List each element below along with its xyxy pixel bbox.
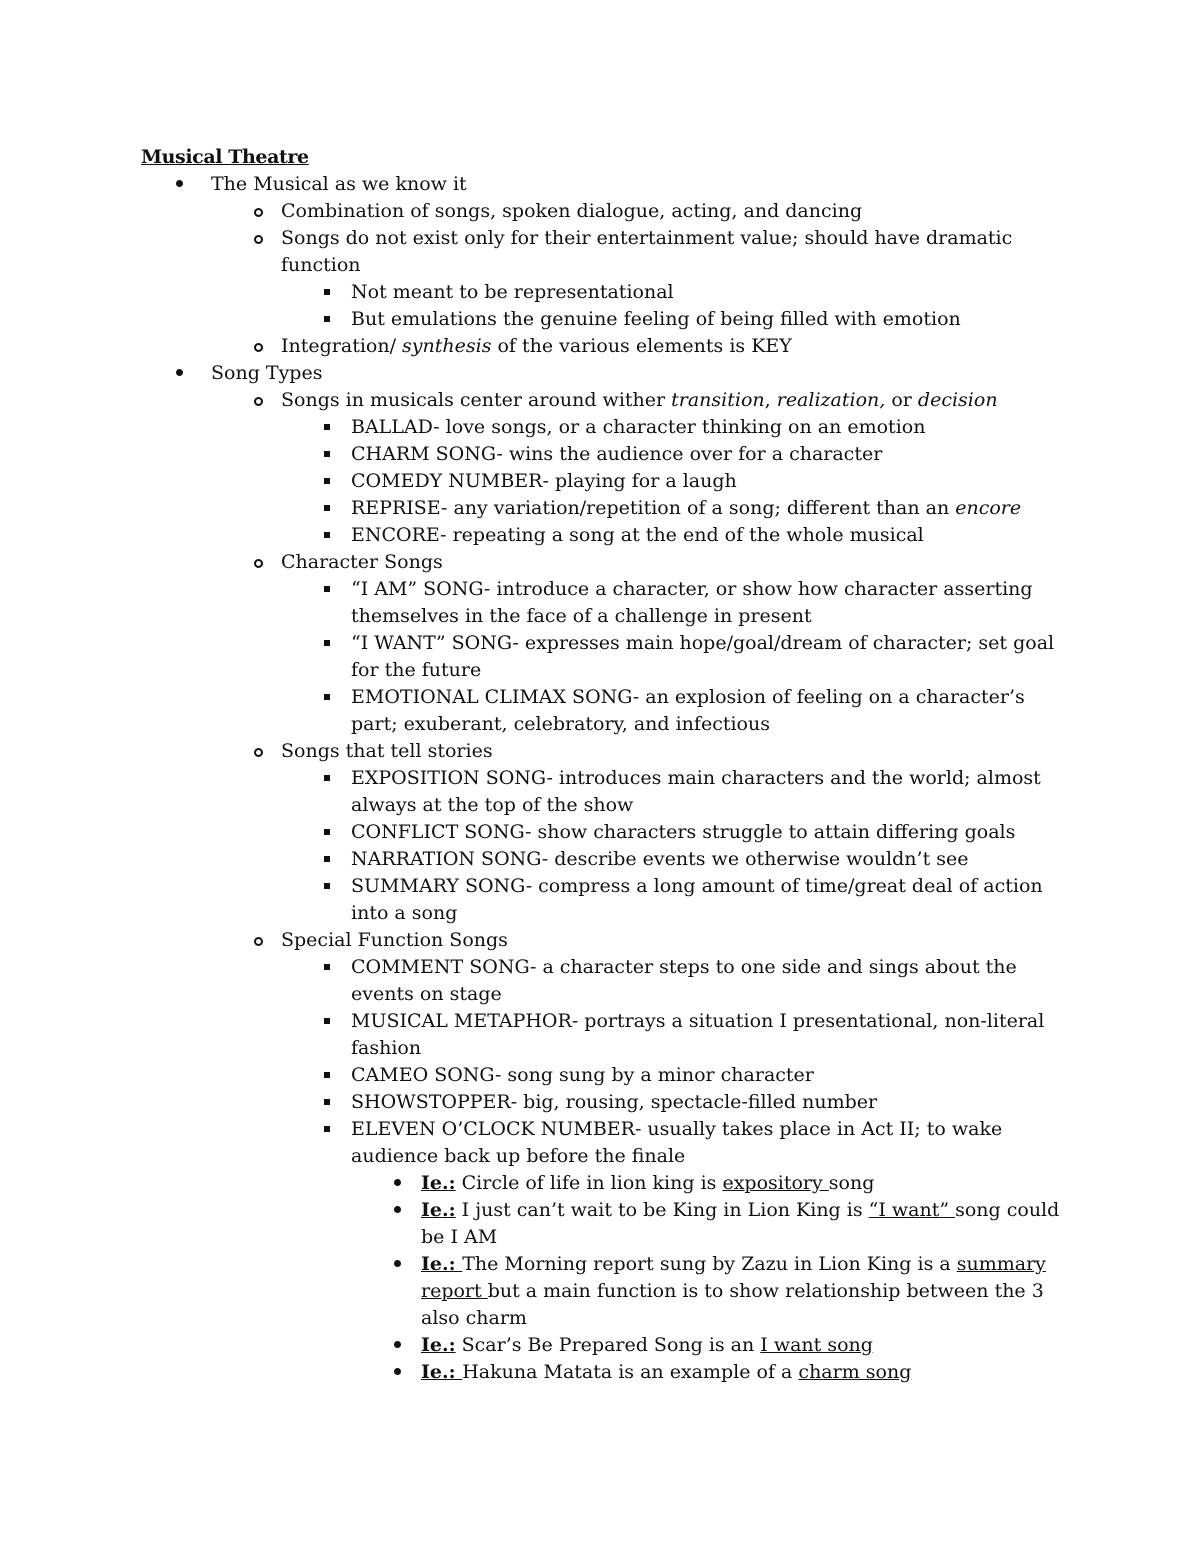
bullet-square-icon [319,873,349,900]
text-run: Hakuna Matata is an example of a [462,1361,799,1383]
notes-body [141,144,1071,1386]
bullet-square-icon [319,522,349,549]
bullet-square-icon [319,495,349,522]
bullet-dot-icon [389,1359,419,1386]
list-item [281,441,1071,468]
list-item [211,387,1071,549]
list-item [211,738,1071,927]
text-run: of the various elements is KEY [491,335,792,357]
bullet-square-icon [319,1089,349,1116]
list-item [281,1089,1071,1116]
list-item-text: “I WANT” SONG- expresses main hope/goal/dream of character; set goal for the future [351,632,1055,681]
list-item [211,333,1071,360]
example-label: Ie.: [421,1334,456,1356]
bullet-dot-icon [389,1332,419,1359]
outline-level-3 [281,765,1071,927]
list-item-text: SHOWSTOPPER- big, rousing, spectacle-filled number [351,1091,878,1113]
list-item [211,198,1071,225]
list-item [281,414,1071,441]
bullet-circle-icon [249,387,279,414]
bullet-square-icon [319,441,349,468]
list-item-text: SUMMARY SONG- compress a long amount of time/great deal of action into a song [351,875,1043,924]
list-item-text: ELEVEN O’CLOCK NUMBER- usually takes place in Act II; to wake audience back up before the finale [351,1118,1003,1167]
list-item [211,225,1071,333]
bullet-circle-icon [249,198,279,225]
text-run: or [885,389,918,411]
list-item-text [281,387,1071,414]
italic-text: transition [671,389,765,411]
outline-level-1 [141,171,1071,1386]
outline-level-3 [281,414,1071,549]
page-title: Musical Theatre [141,146,309,168]
list-item [281,765,1071,819]
text-run: The Morning report sung by Zazu in Lion King is a [462,1253,957,1275]
bullet-circle-icon [249,333,279,360]
bullet-square-icon [319,630,349,657]
subsection-heading: Songs that tell stories [281,740,493,762]
bullet-square-icon [319,1062,349,1089]
list-item-text: COMMENT SONG- a character steps to one side and sings about the events on stage [351,956,1017,1005]
list-item-text [351,495,1071,522]
italic-text: decision [917,389,998,411]
text-run: Circle of life in lion king is [455,1172,723,1194]
list-item-text: Combination of songs, spoken dialogue, acting, and dancing [281,200,863,222]
bullet-square-icon [319,279,349,306]
bullet-square-icon [319,819,349,846]
bullet-dot-icon [389,1197,419,1224]
list-item [281,468,1071,495]
example-item [351,1332,1071,1359]
list-item-text: EXPOSITION SONG- introduces main characters and the world; almost always at the top of the show [351,767,1041,816]
bullet-dot-icon [171,360,201,387]
text-run: Songs in musicals center around wither [281,389,672,411]
list-item [281,630,1071,684]
text-run: Integration/ [281,335,403,357]
section-heading: Song Types [211,362,323,384]
bullet-square-icon [319,1008,349,1035]
text-run: song [828,1172,875,1194]
text-run: Scar’s Be Prepared Song is an [455,1334,761,1356]
list-item-text: CONFLICT SONG- show characters struggle to attain differing goals [351,821,1016,843]
outline-level-2 [211,198,1071,360]
text-run: , [764,389,777,411]
list-item-text: EMOTIONAL CLIMAX SONG- an explosion of feeling on a character’s part; exuberant, celebratory, and infectious [351,686,1025,735]
example-item [351,1359,1071,1386]
list-item [211,927,1071,1386]
list-item-text: BALLAD- love songs, or a character thinking on an emotion [351,416,926,438]
bullet-square-icon [319,765,349,792]
outline-level-4 [351,1170,1071,1386]
outline-level-2 [211,387,1071,1386]
list-item-text: Not meant to be representational [351,281,674,303]
bullet-circle-icon [249,738,279,765]
example-text [421,1359,1071,1386]
list-item-text: Songs do not exist only for their entertainment value; should have dramatic function [281,227,1013,276]
example-text [421,1251,1071,1332]
list-item [281,495,1071,522]
underlined-text: expository [722,1172,829,1194]
list-item [281,684,1071,738]
example-item [351,1251,1071,1332]
list-item [141,360,1071,1386]
list-item-text: “I AM” SONG- introduce a character, or show how character asserting themselves in the face of a challenge in present [351,578,1033,627]
bullet-dot-icon [171,171,201,198]
outline-level-3 [281,954,1071,1386]
text-run: but a main function is to show relationship between the 3 also charm [421,1280,1044,1329]
list-item [281,279,1071,306]
bullet-square-icon [319,1116,349,1143]
bullet-circle-icon [249,225,279,252]
list-item [281,522,1071,549]
list-item-text: COMEDY NUMBER- playing for a laugh [351,470,737,492]
example-label: Ie.: [421,1172,456,1194]
example-item [351,1197,1071,1251]
example-label: Ie.: [421,1361,463,1383]
bullet-square-icon [319,684,349,711]
example-item [351,1170,1071,1197]
subsection-heading: Special Function Songs [281,929,508,951]
list-item-text: NARRATION SONG- describe events we otherwise wouldn’t see [351,848,969,870]
list-item [281,873,1071,927]
list-item-text: ENCORE- repeating a song at the end of the whole musical [351,524,924,546]
bullet-circle-icon [249,927,279,954]
example-text [421,1332,1071,1359]
list-item [281,846,1071,873]
bullet-square-icon [319,846,349,873]
subsection-heading: Character Songs [281,551,443,573]
list-item-text [281,333,1071,360]
underlined-text: summary report [421,1253,1046,1302]
list-item [141,171,1071,360]
list-item [281,306,1071,333]
list-item-text: CAMEO SONG- song sung by a minor character [351,1064,814,1086]
bullet-square-icon [319,414,349,441]
text-run: I just can’t wait to be King in Lion King is [455,1199,869,1221]
list-item [281,576,1071,630]
italic-text: encore [955,497,1022,519]
outline-level-3 [281,576,1071,738]
bullet-square-icon [319,954,349,981]
example-text [421,1197,1071,1251]
text-run: REPRISE- any variation/repetition of a song; different than an [351,497,956,519]
list-item [211,549,1071,738]
underlined-text: charm song [798,1361,912,1383]
list-item-text: CHARM SONG- wins the audience over for a character [351,443,883,465]
italic-text: realization, [776,389,886,411]
list-item [281,1116,1071,1386]
example-label: Ie.: [421,1199,456,1221]
bullet-square-icon [319,576,349,603]
list-item-text: But emulations the genuine feeling of being filled with emotion [351,308,961,330]
italic-text: synthesis [402,335,492,357]
bullet-square-icon [319,468,349,495]
outline-level-3 [281,279,1071,333]
bullet-circle-icon [249,549,279,576]
list-item [281,954,1071,1008]
underlined-text: “I want” [868,1199,956,1221]
section-heading: The Musical as we know it [211,173,467,195]
list-item [281,1008,1071,1062]
bullet-dot-icon [389,1170,419,1197]
example-label: Ie.: [421,1253,463,1275]
text-run: song could be I AM [421,1199,1060,1248]
list-item-text: MUSICAL METAPHOR- portrays a situation I presentational, non-literal fashion [351,1010,1045,1059]
list-item [281,1062,1071,1089]
bullet-square-icon [319,306,349,333]
underlined-text: I want song [760,1334,873,1356]
example-text [421,1170,1071,1197]
list-item [281,819,1071,846]
bullet-dot-icon [389,1251,419,1278]
